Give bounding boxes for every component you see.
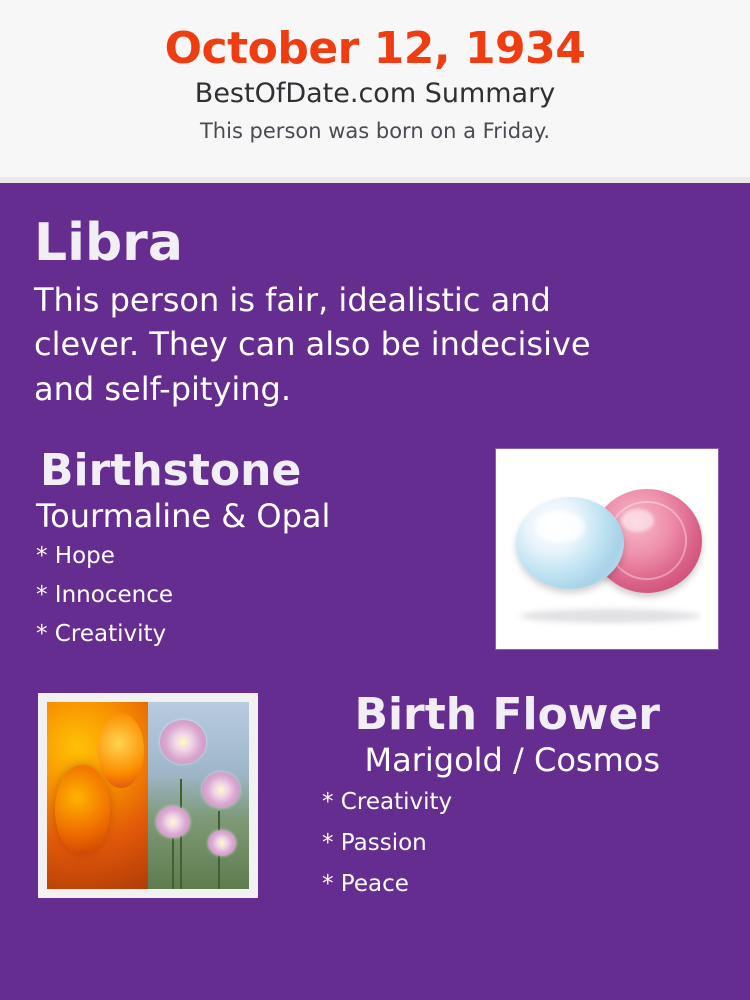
page-title: October 12, 1934 — [164, 23, 586, 74]
birthflower-image-inner — [47, 702, 249, 889]
birthflower-name: Marigold / Cosmos — [364, 741, 660, 780]
birth-day-note: This person was born on a Friday. — [199, 118, 551, 143]
birthflower-section — [32, 688, 718, 921]
header — [0, 0, 750, 183]
site-subtitle: BestOfDate.com Summary — [194, 78, 556, 110]
opal-gem-icon — [516, 497, 624, 589]
cosmos-bloom — [202, 772, 240, 808]
birthflower-text — [284, 688, 718, 898]
cosmos-bloom — [208, 830, 236, 856]
zodiac-description: This person is fair, idealistic and clever. They can also be indecisive and self-pitying. — [34, 281, 591, 408]
birthstone-image — [496, 449, 718, 649]
birthstone-trait: * Innocence — [36, 582, 173, 609]
birthstone-text — [32, 444, 462, 648]
zodiac-sign-name: Libra — [34, 213, 183, 273]
birthstone-image-inner — [506, 459, 708, 639]
gem-shadow — [520, 609, 700, 623]
birthstone-trait: * Creativity — [36, 621, 167, 648]
birthflower-trait: * Passion — [322, 830, 427, 857]
marigold-photo — [47, 702, 148, 889]
cosmos-photo — [148, 702, 249, 889]
birthstone-name: Tourmaline & Opal — [36, 497, 331, 536]
content — [0, 183, 750, 1000]
birthstone-trait: * Hope — [36, 543, 115, 570]
birthflower-image — [38, 693, 258, 898]
birthflower-title: Birth Flower — [354, 688, 660, 740]
birthflower-trait: * Peace — [322, 871, 409, 898]
cosmos-bloom — [160, 720, 206, 764]
birthstone-section — [32, 444, 718, 677]
birthstone-title: Birthstone — [40, 444, 302, 496]
cosmos-stem — [172, 829, 174, 889]
cosmos-bloom — [156, 806, 190, 838]
birthflower-traits — [318, 791, 660, 896]
birthflower-trait: * Creativity — [322, 789, 453, 816]
